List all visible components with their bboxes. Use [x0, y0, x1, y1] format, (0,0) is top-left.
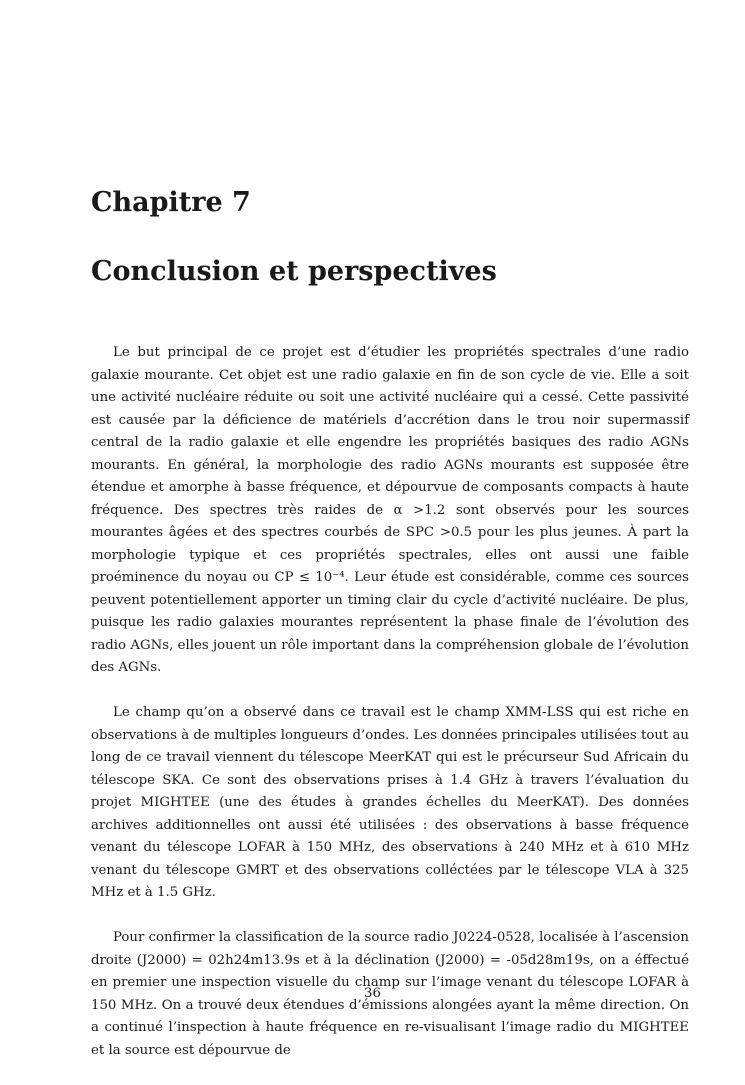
paragraph-intro: Le but principal de ce projet est d’étudier les propriétés spectrales d’une radio galaxie mourante. Cet objet est une radio galaxie en fin de son cycle de vie. Elle a soit une activité nucléaire réduite ou soit une activité nucléaire qui a cessé. Cette passivité est causée par la déficience de matériels d’accrétion dans le trou noir supermassif central de la radio galaxie et elle engendre les propriétés basiques des radio AGNs mourants. En général, la morphologie des radio AGNs mourants est supposée être étendue et amorphe à basse fréquence, et dépourvue de composants compacts à haute fréquence. Des spectres très raides de α >1.2 sont observés pour les sources mourantes âgées et des spectres courbés de SPC >0.5 pour les plus jeunes. À part la morphologie typique et ces propriétés spectrales, elles ont aussi une faible proéminence du noyau ou CP ≤ 10⁻⁴. Leur étude est considérable, comme ces sources peuvent potentiellement apporter un timing clair du cycle d’activité nucléaire. De plus, puisque les radio galaxies mourantes représentent la phase finale de l’évolution des radio AGNs, elles jouent un rôle important dans la compréhension globale de l’évolution des AGNs. — [91, 345, 689, 675]
chapter-label: Chapitre 7 — [91, 187, 251, 218]
page-number: 36 — [364, 986, 381, 1001]
chapter-title: Conclusion et perspectives — [91, 256, 497, 287]
chapter-body — [91, 342, 689, 1085]
paragraph-field-data: Le champ qu’on a observé dans ce travail est le champ XMM-LSS qui est riche en observations à de multiples longueurs d’ondes. Les données principales utilisées tout au long de ce travail viennent du télescope MeerKAT qui est le précurseur Sud Africain du télescope SKA. Ce sont des observations prises à 1.4 GHz à travers l’évaluation du projet MIGHTEE (une des études à grandes échelles du MeerKAT). Des données archives additionnelles ont aussi été utilisées : des observations à basse fréquence venant du télescope LOFAR à 150 MHz, des observations à 240 MHz et à 610 MHz venant du télescope GMRT et des observations colléctées par le télescope VLA à 325 MHz et à 1.5 GHz. — [91, 705, 689, 900]
paragraph-classification: Pour confirmer la classification de la source radio J0224-0528, localisée à l’ascension droite (J2000) = 02h24m13.9s et à la déclination (J2000) = -05d28m19s, on a éffectué en premier une inspection visuelle du champ sur l’image venant du télescope LOFAR à 150 MHz. On a trouvé deux étendues d’émissions alongées ayant la même direction. On a continué l’inspection à haute fréquence en re-visualisant l’image radio du MIGHTEE et la source est dépourvue de — [91, 930, 689, 1058]
